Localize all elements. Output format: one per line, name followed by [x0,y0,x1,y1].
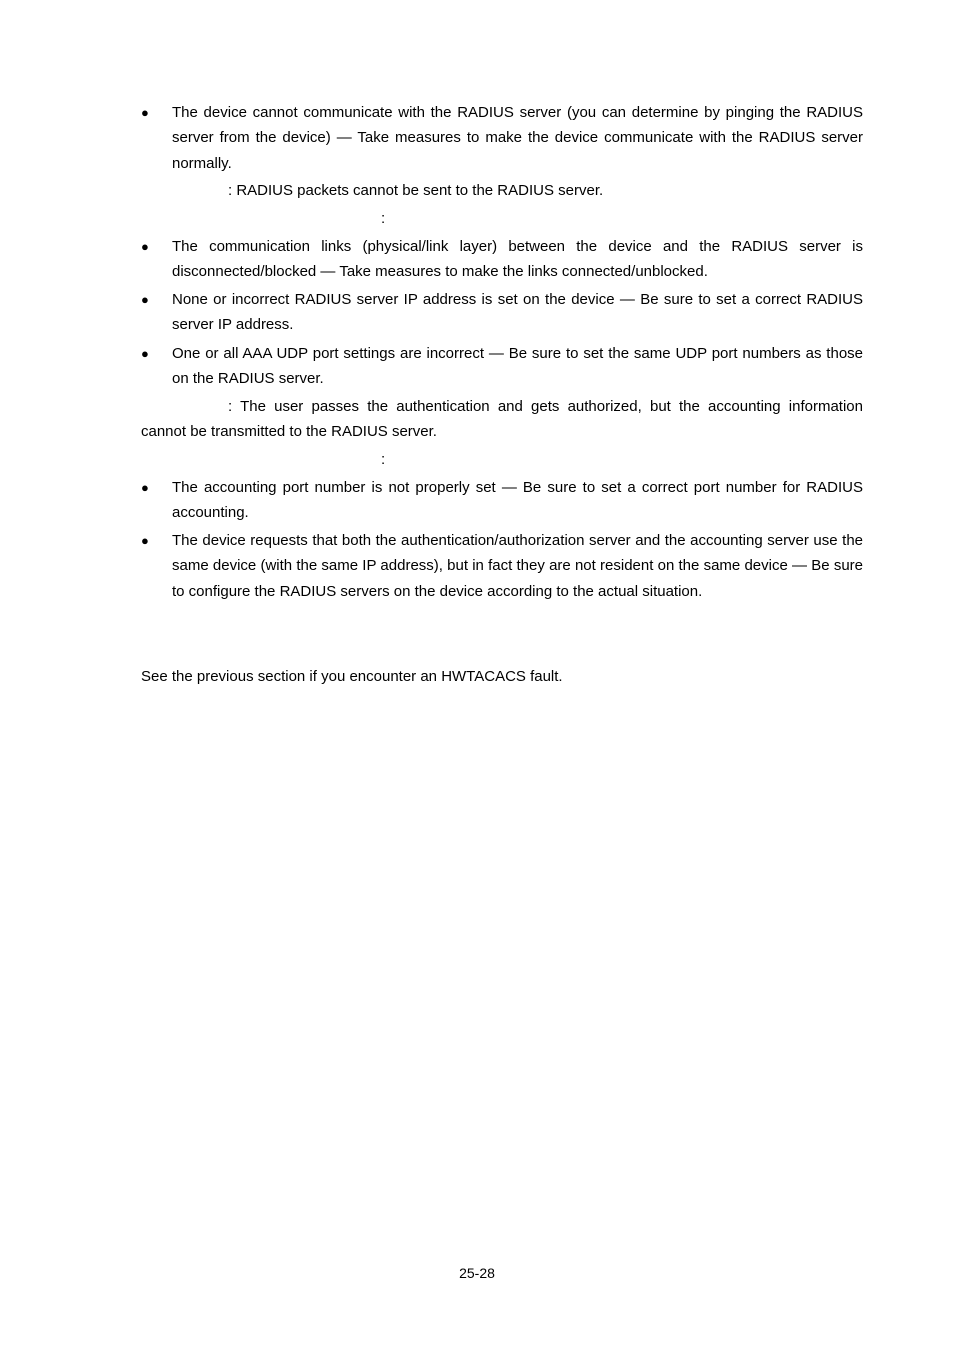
list-item [141,475,863,526]
list-item-text: The accounting port number is not properly set — Be sure to set a correct port number for RADIUS accounting. [172,479,863,522]
bullet-icon: ● [141,480,149,495]
symptom-3-paragraph [141,394,863,445]
list-item [141,341,863,392]
bullet-icon: ● [141,239,149,254]
bullet-icon: ● [141,346,149,361]
list-item [141,528,863,604]
list-item-text: One or all AAA UDP port settings are incorrect — Be sure to set the same UDP port numbers as those on the RADIUS server. [172,345,863,388]
symptom-3-line-2: cannot be transmitted to the RADIUS server. [141,423,437,441]
list-item [141,100,863,176]
hwtacacs-note: See the previous section if you encounter an HWTACACS fault. [141,668,563,685]
symptom-2-text: : RADIUS packets cannot be sent to the RADIUS server. [228,182,604,199]
analysis-3-label: : [381,451,386,468]
list-item [141,234,863,285]
bullet-icon: ● [141,292,149,307]
list-item-text: None or incorrect RADIUS server IP address is set on the device — Be sure to set a correct RADIUS server IP address. [172,291,863,334]
bullet-icon: ● [141,105,149,120]
symptom-3-line-1: : The user passes the authentication and gets authorized, but the accounting information [228,398,863,415]
list-item-text: The device requests that both the authentication/authorization server and the accounting server use the same device (with the same IP address), but in fact they are not resident on the same device — Be sure to configure the RADIUS servers on the device according to the actual situation. [172,532,863,600]
page-number: 25-28 [459,1265,495,1281]
list-item-text: The device cannot communicate with the RADIUS server (you can determine by pinging the RADIUS server from the device) — Take measures to make the device communicate with the RADIUS server normally. [172,104,863,172]
analysis-2-label: : [381,210,386,227]
list-item [141,287,863,338]
bullet-icon: ● [141,533,149,548]
list-item-text: The communication links (physical/link layer) between the device and the RADIUS server is disconnected/blocked — Take measures to make the links connected/unblocked. [172,238,863,281]
